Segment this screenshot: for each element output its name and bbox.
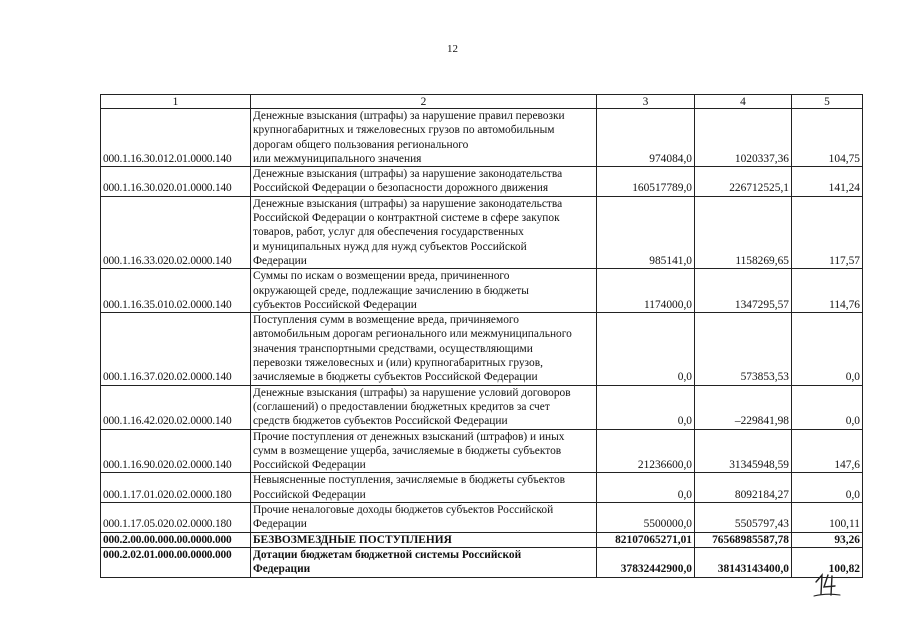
- row-code: 000.1.16.42.020.02.0000.140: [101, 385, 251, 429]
- description-line: Поступления сумм в возмещение вреда, причиняемого: [253, 314, 519, 327]
- description-line: Российской Федерации: [253, 459, 366, 472]
- description-line: автомобильным дорогам регионального или межмуниципального: [253, 328, 572, 341]
- row-value-3: 985141,0: [597, 196, 695, 268]
- handwritten-signature: [812, 570, 844, 598]
- row-value-5: 0,0: [792, 385, 863, 429]
- row-description: [251, 385, 597, 429]
- table-row: [101, 532, 863, 547]
- row-value-3: 1174000,0: [597, 269, 695, 313]
- description-line: Российской Федерации о контрактной системе в сфере закупок: [253, 212, 560, 225]
- row-code: 000.1.16.37.020.02.0000.140: [101, 313, 251, 385]
- row-code: 000.1.16.35.010.02.0000.140: [101, 269, 251, 313]
- table-body: [101, 109, 863, 578]
- description-line: или межмуниципального значения: [253, 152, 422, 165]
- description-line: Денежные взыскания (штрафы) за нарушение законодательства: [253, 168, 563, 181]
- row-value-5: 114,76: [792, 269, 863, 313]
- row-value-3: 160517789,0: [597, 167, 695, 197]
- table-row: [101, 313, 863, 385]
- description-line: (соглашений) о предоставлении бюджетных кредитов за счет: [253, 400, 550, 413]
- table-row: [101, 503, 863, 533]
- description-line: средств бюджетов субъектов Российской Федерации: [253, 415, 508, 428]
- row-value-4: 573853,53: [695, 313, 792, 385]
- row-description: [251, 503, 597, 533]
- description-line: Денежные взыскания (штрафы) за нарушение правил перевозки: [253, 110, 565, 122]
- description-line: Российской Федерации о безопасности дорожного движения: [253, 182, 549, 195]
- header-col-2: 2: [251, 95, 597, 109]
- row-value-3: 5500000,0: [597, 503, 695, 533]
- table-row: [101, 167, 863, 197]
- row-value-3: 82107065271,01: [597, 532, 695, 547]
- description-line: сумм в возмещение ущерба, зачисляемые в бюджеты субъектов: [253, 444, 562, 457]
- row-description: [251, 473, 597, 503]
- table-row: [101, 269, 863, 313]
- description-line: Российской Федерации: [253, 488, 366, 501]
- row-value-3: 21236600,0: [597, 429, 695, 473]
- description-line: Прочие неналоговые доходы бюджетов субъектов Российской: [253, 504, 554, 517]
- row-description: [251, 429, 597, 473]
- row-value-5: 93,26: [792, 532, 863, 547]
- page-number: 12: [447, 43, 458, 55]
- row-value-4: 38143143400,0: [695, 547, 792, 577]
- row-value-5: 117,57: [792, 196, 863, 268]
- description-line: перевозки тяжеловесных и (или) крупногабаритных грузов,: [253, 357, 543, 370]
- description-line: окружающей среде, подлежащие зачислению в бюджеты: [253, 284, 529, 297]
- header-col-4: 4: [695, 95, 792, 109]
- description-line: дорогам общего пользования регионального: [253, 138, 469, 151]
- row-value-4: 31345948,59: [695, 429, 792, 473]
- row-value-5: 0,0: [792, 313, 863, 385]
- row-value-3: 37832442900,0: [597, 547, 695, 577]
- row-value-4: –229841,98: [695, 385, 792, 429]
- row-code: 000.1.17.01.020.02.0000.180: [101, 473, 251, 503]
- row-code: 000.1.16.30.020.01.0000.140: [101, 167, 251, 197]
- row-value-3: 974084,0: [597, 109, 695, 167]
- row-code: 000.2.00.00.000.00.0000.000: [101, 532, 251, 547]
- row-value-4: 1020337,36: [695, 109, 792, 167]
- table-row: [101, 429, 863, 473]
- description-line: Денежные взыскания (штрафы) за нарушение законодательства: [253, 197, 563, 210]
- row-value-4: 226712525,1: [695, 167, 792, 197]
- table-row: [101, 109, 863, 167]
- row-description: [251, 196, 597, 268]
- description-line: Федерации: [253, 254, 307, 267]
- row-description: [251, 269, 597, 313]
- description-line: крупногабаритных и тяжеловесных грузов по автомобильным: [253, 124, 555, 137]
- row-code: 000.1.16.33.020.02.0000.140: [101, 196, 251, 268]
- description-line: Федерации: [253, 518, 307, 531]
- row-value-3: 0,0: [597, 385, 695, 429]
- table-row: [101, 473, 863, 503]
- header-row: [101, 95, 863, 109]
- description-line: Денежные взыскания (штрафы) за нарушение условий договоров: [253, 386, 571, 399]
- row-description: [251, 109, 597, 167]
- header-col-1: 1: [101, 95, 251, 109]
- description-line: значения транспортными средствами, осуществляющими: [253, 342, 533, 355]
- header-col-5: 5: [792, 95, 863, 109]
- row-code: 000.2.02.01.000.00.0000.000: [101, 547, 251, 577]
- table-row: [101, 547, 863, 577]
- description-line: Прочие поступления от денежных взысканий (штрафов) и иных: [253, 430, 565, 443]
- row-code: 000.1.17.05.020.02.0000.180: [101, 503, 251, 533]
- row-description: [251, 313, 597, 385]
- row-description: [251, 532, 597, 547]
- row-value-4: 8092184,27: [695, 473, 792, 503]
- row-value-5: 100,11: [792, 503, 863, 533]
- header-col-3: 3: [597, 95, 695, 109]
- description-line: Дотации бюджетам бюджетной системы Российской: [253, 548, 522, 561]
- row-code: 000.1.16.30.012.01.0000.140: [101, 109, 251, 167]
- description-line: Невыясненные поступления, зачисляемые в бюджеты субъектов: [253, 474, 566, 487]
- row-description: [251, 547, 597, 577]
- row-value-5: 0,0: [792, 473, 863, 503]
- row-description: [251, 167, 597, 197]
- description-line: Федерации: [253, 563, 311, 576]
- description-line: и муниципальных нужд для нужд субъектов Российской: [253, 240, 527, 253]
- row-value-3: 0,0: [597, 313, 695, 385]
- table-row: [101, 196, 863, 268]
- description-line: БЕЗВОЗМЕЗДНЫЕ ПОСТУПЛЕНИЯ: [253, 533, 452, 546]
- row-value-4: 5505797,43: [695, 503, 792, 533]
- row-value-5: 141,24: [792, 167, 863, 197]
- row-value-4: 76568985587,78: [695, 532, 792, 547]
- table-row: [101, 385, 863, 429]
- row-value-3: 0,0: [597, 473, 695, 503]
- description-line: товаров, работ, услуг для обеспечения государственных: [253, 226, 524, 239]
- row-value-5: 104,75: [792, 109, 863, 167]
- budget-table: [100, 94, 863, 578]
- description-line: субъектов Российской Федерации: [253, 298, 417, 311]
- row-value-5: 100,82: [792, 547, 863, 577]
- row-value-4: 1158269,65: [695, 196, 792, 268]
- row-value-5: 147,6: [792, 429, 863, 473]
- description-line: Суммы по искам о возмещении вреда, причиненного: [253, 270, 510, 283]
- row-value-4: 1347295,57: [695, 269, 792, 313]
- row-code: 000.1.16.90.020.02.0000.140: [101, 429, 251, 473]
- description-line: зачисляемые в бюджеты субъектов Российской Федерации: [253, 371, 538, 384]
